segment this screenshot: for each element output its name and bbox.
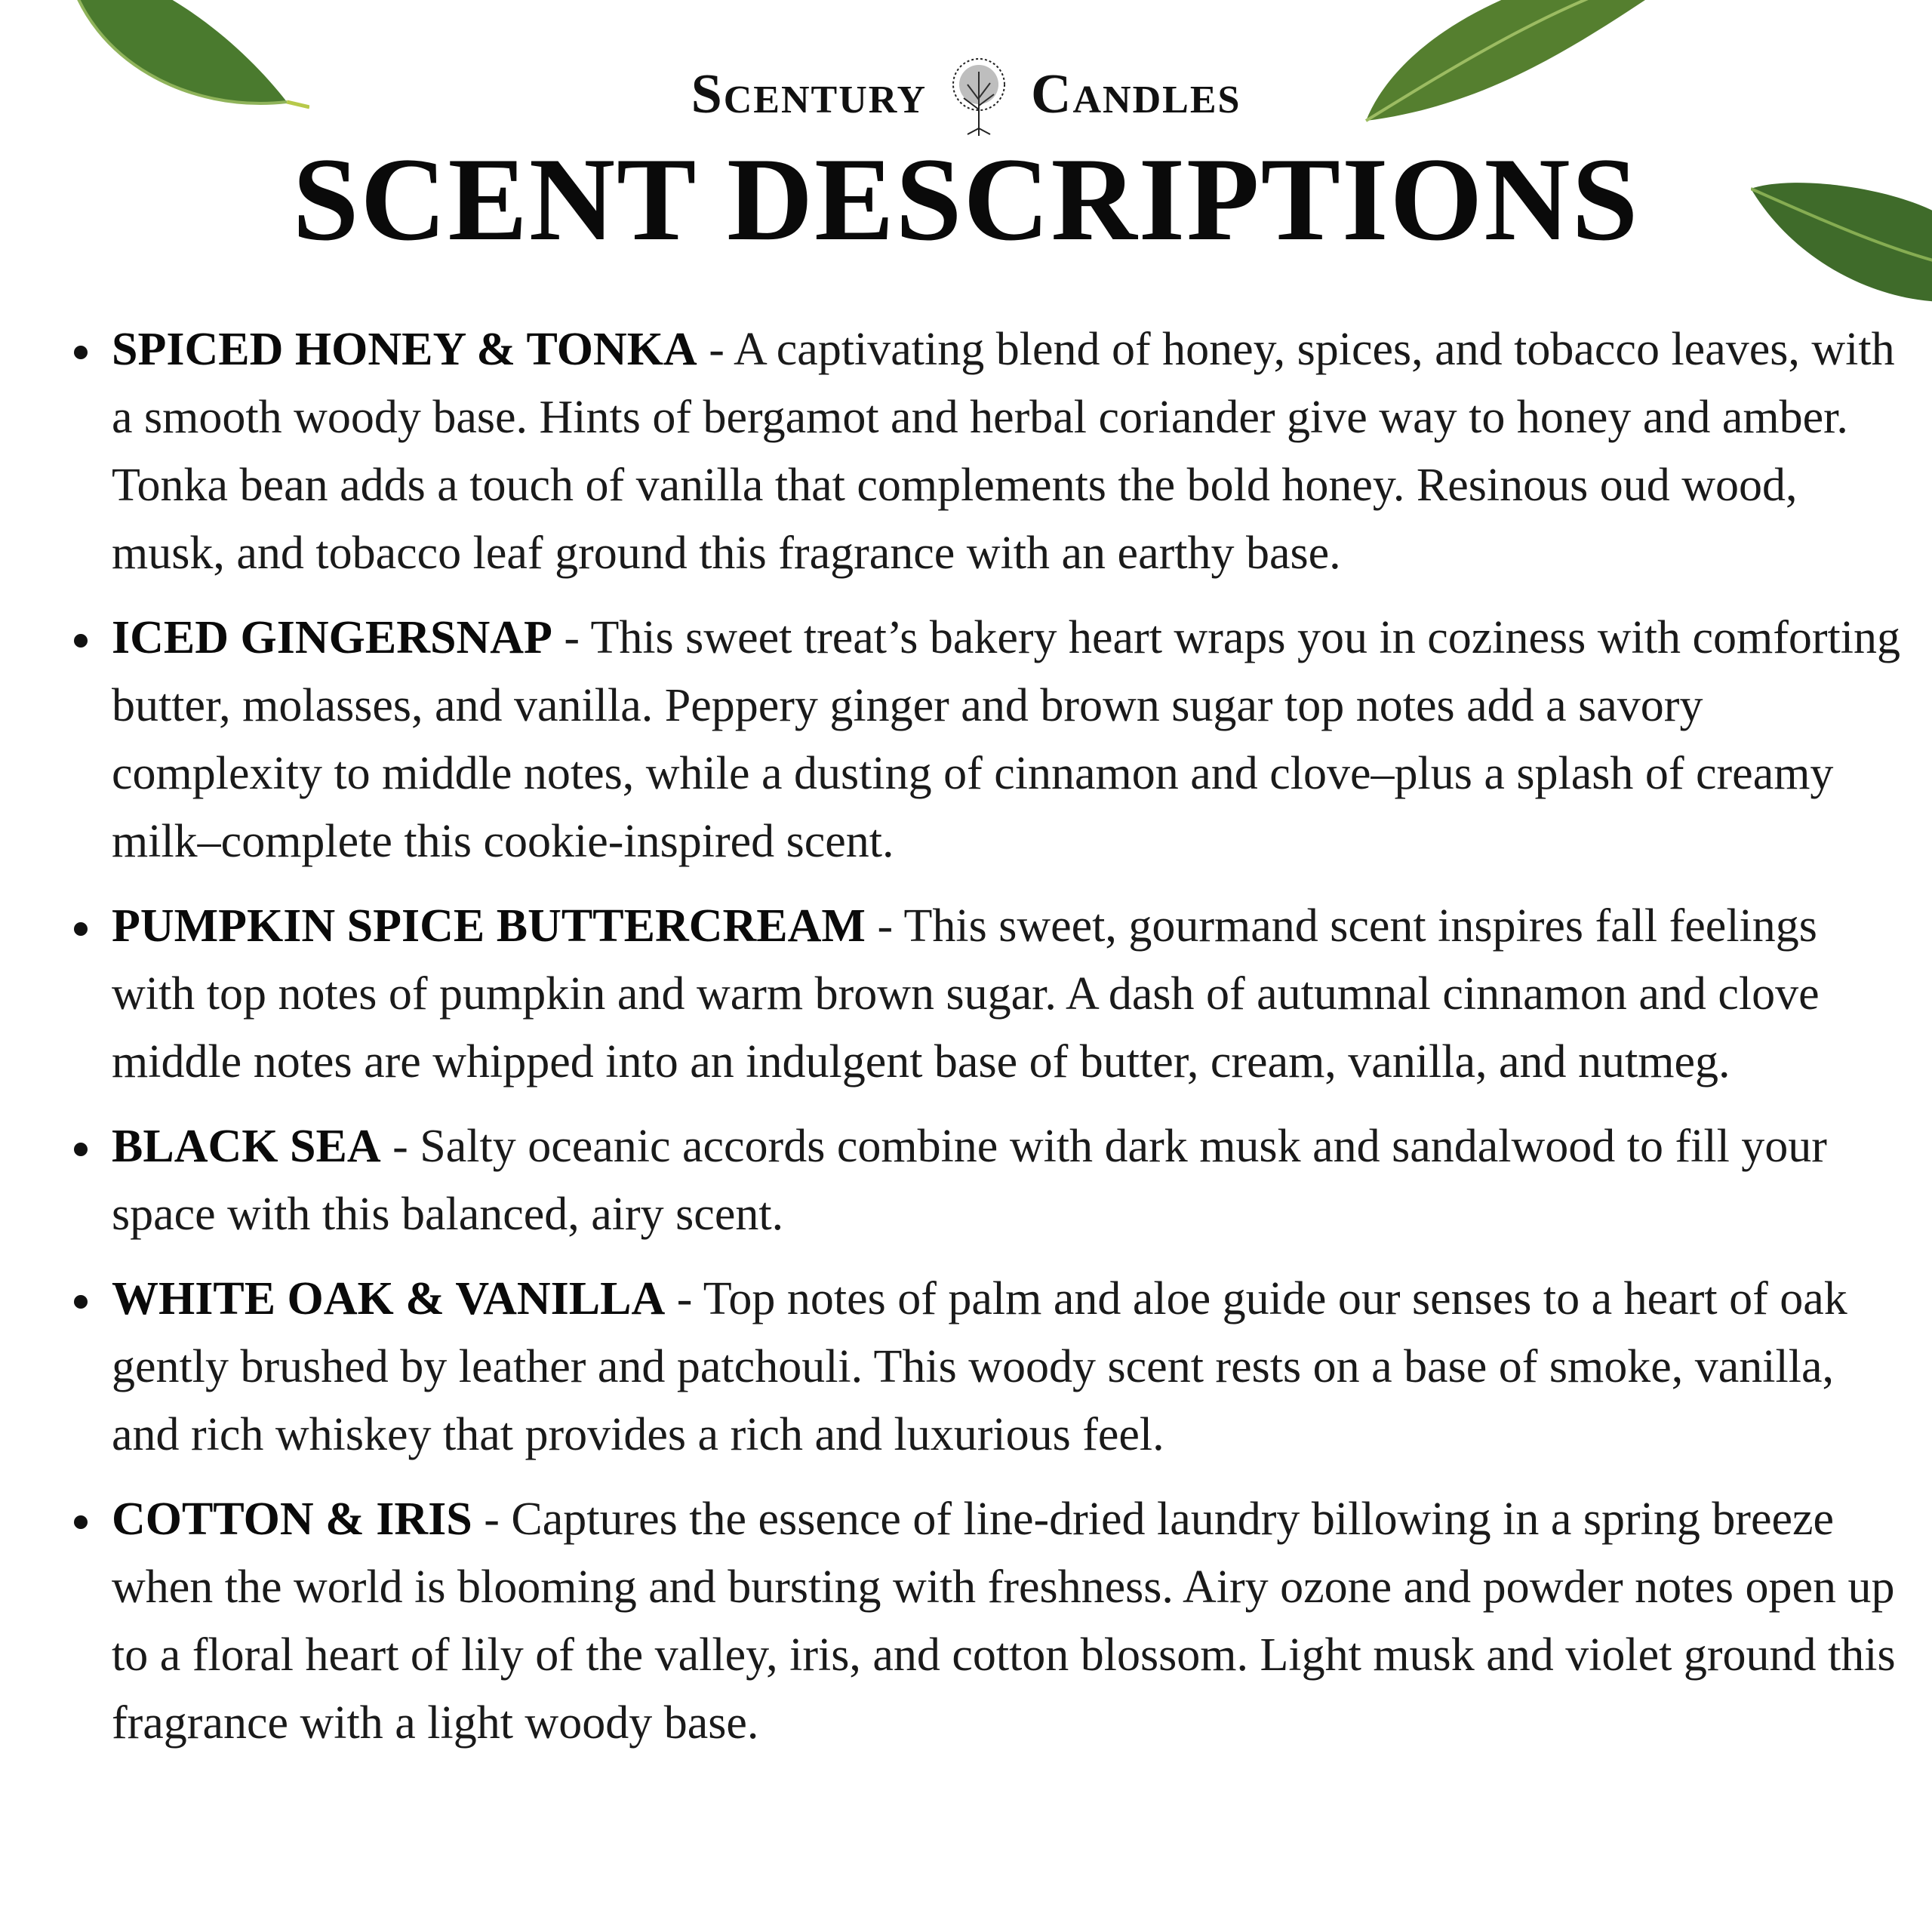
scent-name: WHITE OAK & VANILLA: [112, 1273, 666, 1324]
scent-description: This sweet, gourmand scent inspires fall feelings with top notes of pumpkin and warm brown sugar. A dash of autumnal cinnamon and clove middle notes are whipped into an indulgent base of butter, cream, vanilla, and nutmeg.: [112, 900, 1820, 1088]
scent-separator: -: [472, 1494, 512, 1545]
bullet-icon: [74, 922, 88, 936]
scent-separator: -: [865, 900, 904, 952]
bullet-icon: [74, 1143, 88, 1156]
scent-item-white-oak-vanilla: [112, 1265, 1902, 1469]
scent-name: ICED GINGERSNAP: [112, 612, 552, 663]
tree-icon: [937, 53, 1020, 136]
bullet-icon: [74, 634, 88, 648]
scent-separator: -: [552, 612, 591, 663]
scent-description: Captures the essence of line-dried laundry billowing in a spring breeze when the world is blooming and bursting with freshness. Airy ozone and powder notes open up to a floral heart of lily of the valley, iris, and cotton blossom. Light musk and violet ground this fragrance with a light woody base.: [112, 1494, 1896, 1749]
scent-description: Top notes of palm and aloe guide our senses to a heart of oak gently brushed by leather and patchouli. This woody scent rests on a base of smoke, vanilla, and rich whiskey that provides a rich and luxurious feel.: [112, 1273, 1847, 1460]
scent-item-iced-gingersnap: [112, 604, 1902, 875]
bullet-icon: [74, 346, 88, 359]
scent-name: PUMPKIN SPICE BUTTERCREAM: [112, 900, 866, 952]
scent-list: [112, 315, 1902, 1774]
brand-name-right: Candles: [1031, 63, 1241, 125]
scent-item-pumpkin-spice-buttercream: [112, 892, 1902, 1096]
bullet-icon: [74, 1295, 88, 1309]
scent-item-spiced-honey-tonka: [112, 315, 1902, 587]
scent-separator: -: [380, 1121, 420, 1172]
scent-separator: -: [665, 1273, 703, 1324]
scent-item-cotton-iris: [112, 1485, 1902, 1757]
brand-name-left: Scentury: [691, 63, 928, 125]
bullet-icon: [74, 1515, 88, 1529]
scent-item-black-sea: [112, 1112, 1902, 1248]
scent-separator: -: [697, 324, 734, 375]
page-title: SCENT DESCRIPTIONS: [292, 134, 1640, 266]
scent-description: This sweet treat’s bakery heart wraps you in coziness with comforting butter, molasses, and vanilla. Peppery ginger and brown sugar top notes add a savory complexity to middle notes, while a dusting of cinnamon and clove–plus a splash of creamy milk–complete this cookie-inspired scent.: [112, 612, 1900, 867]
scent-description: Salty oceanic accords combine with dark musk and sandalwood to fill your space with this balanced, airy scent.: [112, 1121, 1827, 1240]
brand-header: [0, 53, 1932, 136]
scent-name: SPICED HONEY & TONKA: [112, 324, 697, 375]
scent-description: A captivating blend of honey, spices, and tobacco leaves, with a smooth woody base. Hints of bergamot and herbal coriander give way to honey and amber. Tonka bean adds a touch of vanilla that complements the bold honey. Resinous oud wood, musk, and tobacco leaf ground this fragrance with an earthy base.: [112, 324, 1895, 579]
scent-name: COTTON & IRIS: [112, 1494, 472, 1545]
scent-name: BLACK SEA: [112, 1121, 381, 1172]
